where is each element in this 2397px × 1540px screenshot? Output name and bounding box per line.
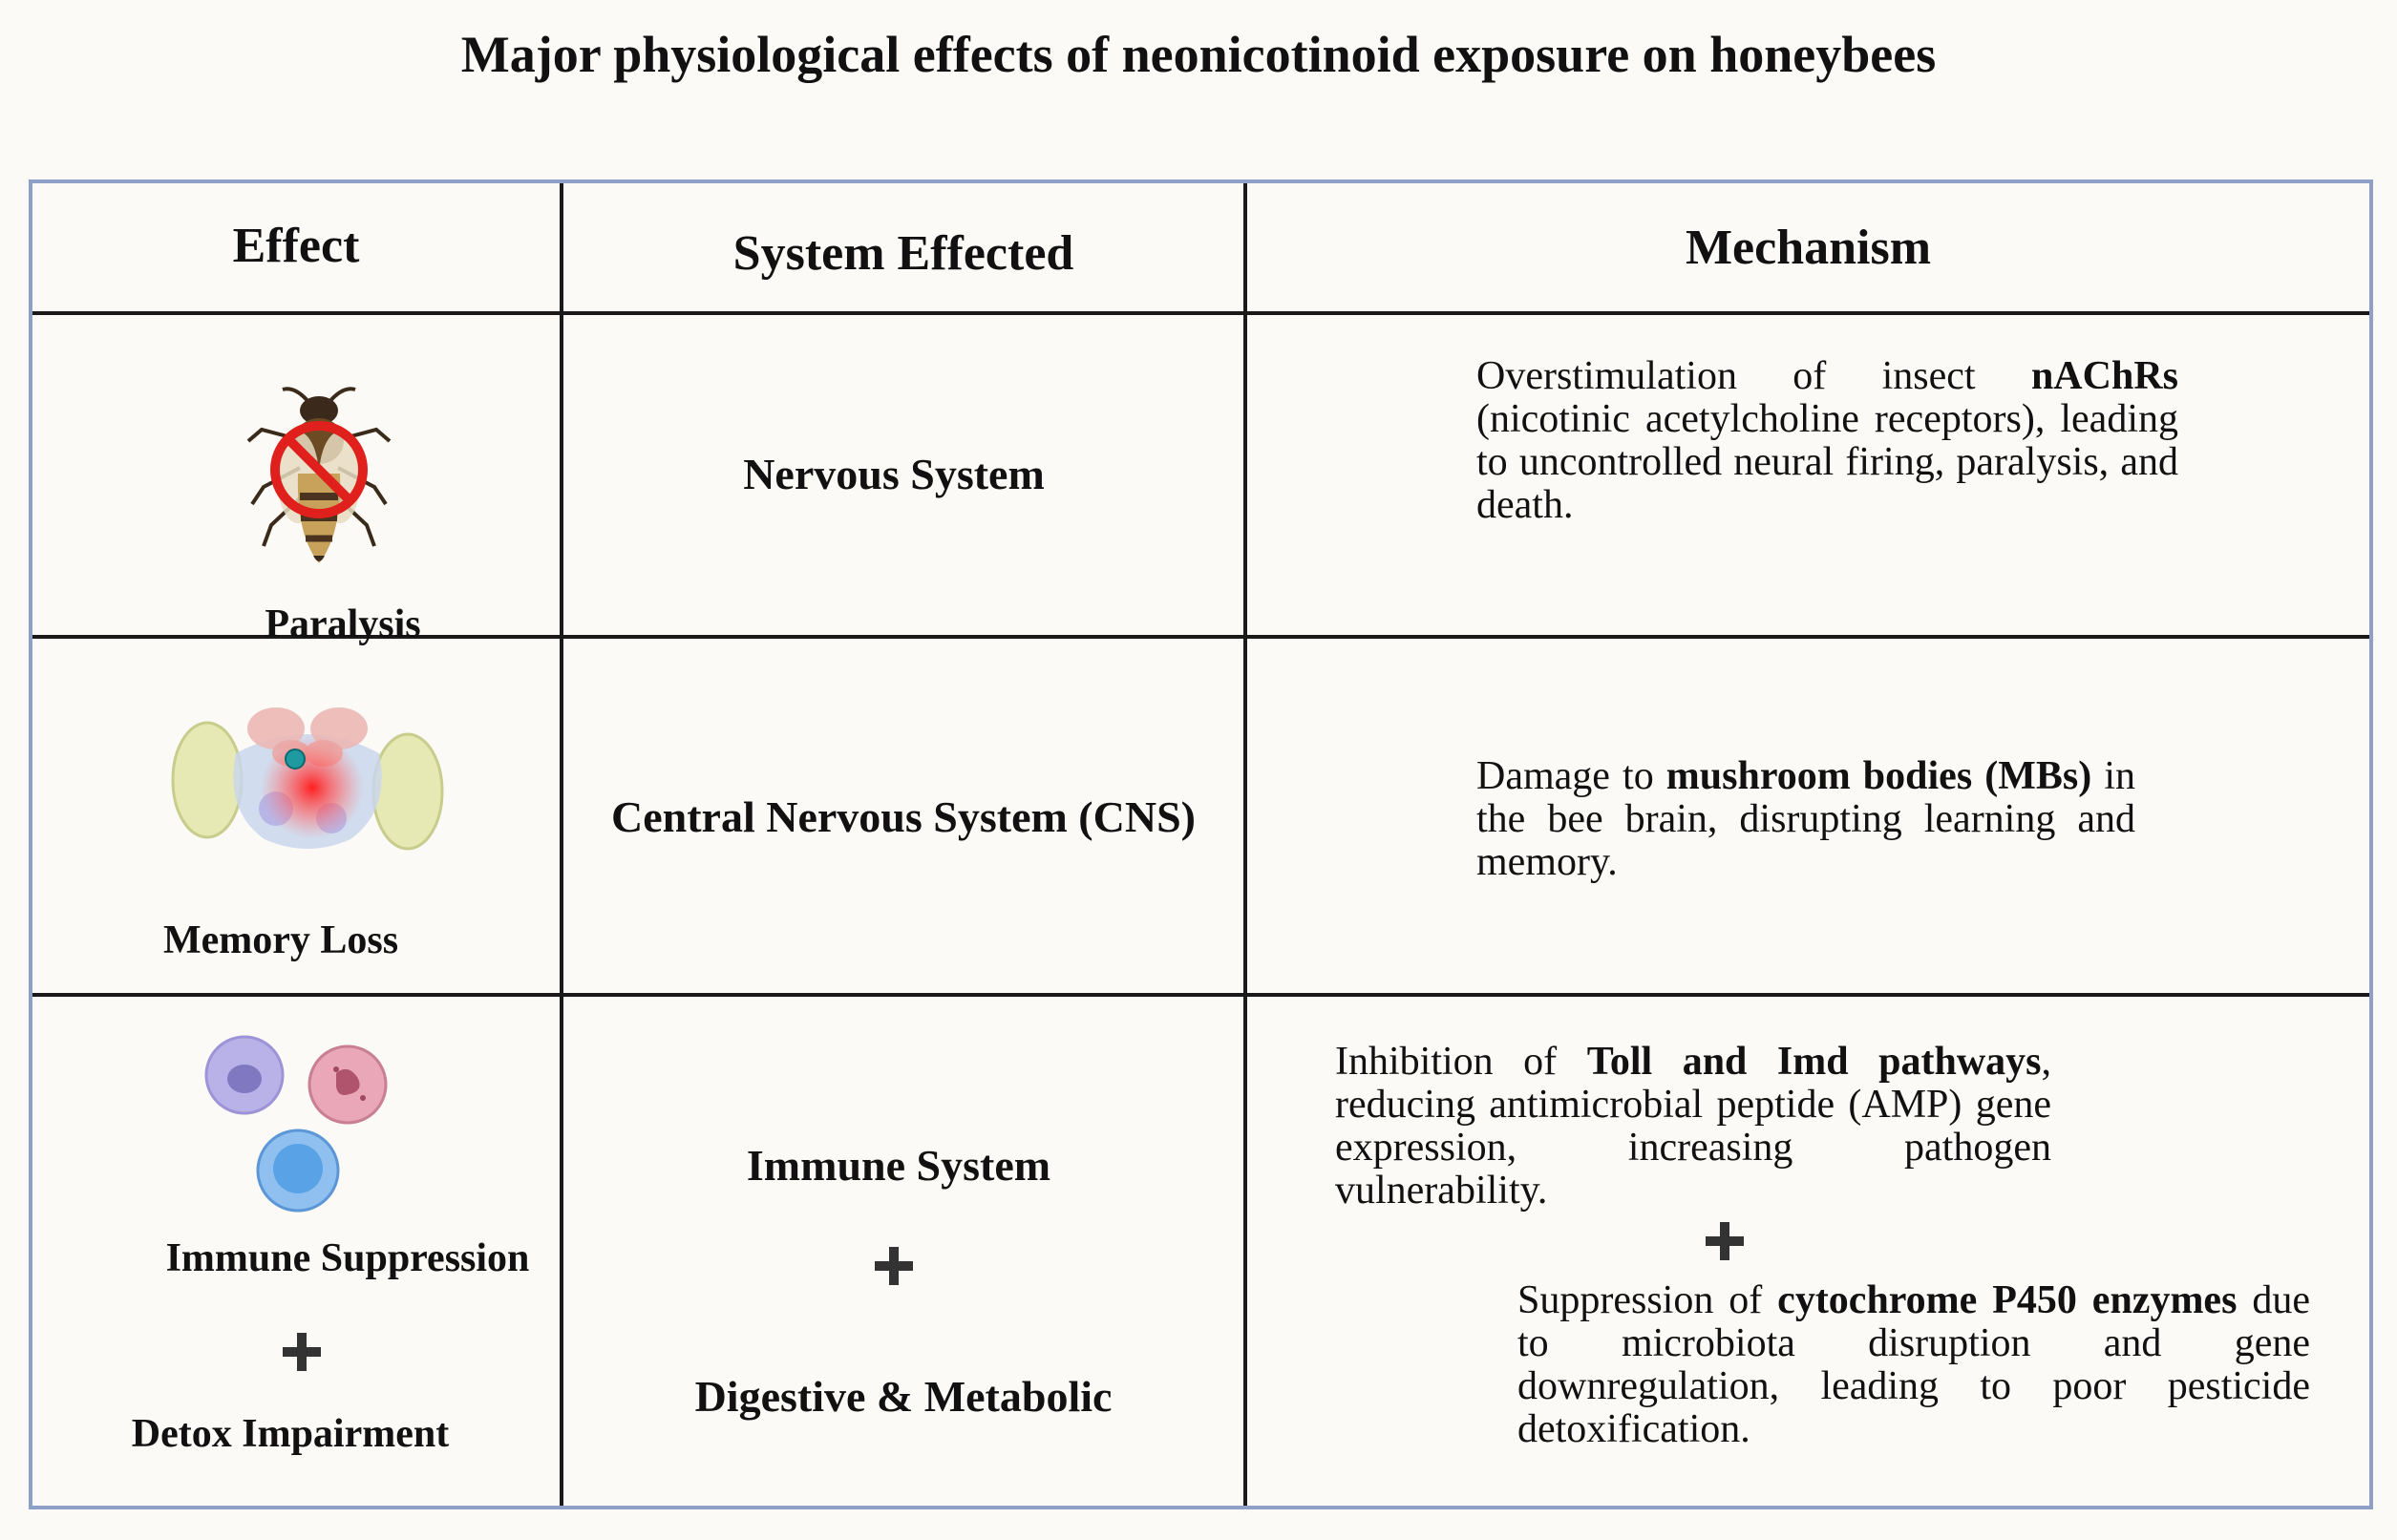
header-mechanism: Mechanism (1685, 221, 1932, 275)
mechanism-paralysis: Overstimulation of insect nAChRs (nicotinic acetylcholine receptors), leading to uncontrolled neural firing, paralysis, and death. (1476, 354, 2178, 527)
mechanism-detox-impairment: Suppression of cytochrome P450 enzymes due to microbiota disruption and gene downregulation, leading to poor pesticide detoxification. (1517, 1278, 2310, 1451)
mechanism-memory-loss: Damage to mushroom bodies (MBs) in the bee brain, disrupting learning and memory. (1476, 754, 2135, 884)
header-mechanism-cell (1247, 183, 2369, 315)
row1-system-cell (563, 315, 1247, 639)
effect-immune-suppression: Immune Suppression (165, 1236, 530, 1280)
crossed-out-bee-icon (243, 382, 395, 573)
row1-mechanism-cell (1247, 315, 2369, 639)
immune-cells-icon (204, 1035, 414, 1226)
mechanism-immune-suppression: Inhibition of Toll and Imd pathways, reducing antimicrobial peptide (AMP) gene expression, increasing pathogen vulnerability. (1335, 1040, 2052, 1213)
system-nervous: Nervous System (743, 450, 1045, 498)
row2-mechanism-cell (1247, 639, 2369, 997)
diagram-title: Major physiological effects of neonicotinoid exposure on honeybees (460, 26, 1937, 83)
effect-paralysis: Paralysis (265, 602, 421, 646)
effects-table (29, 179, 2373, 1509)
bee-brain-icon (169, 696, 446, 858)
plus-icon (875, 1247, 913, 1285)
row2-system-cell (563, 639, 1247, 997)
system-immune: Immune System (746, 1141, 1051, 1190)
effect-memory-loss: Memory Loss (162, 918, 399, 962)
plus-icon (1706, 1222, 1744, 1260)
header-effect-cell (32, 183, 563, 315)
system-cns: Central Nervous System (CNS) (611, 792, 1196, 841)
plus-icon (283, 1333, 321, 1371)
row3-mechanism-cell (1247, 997, 2369, 1506)
row1-effect-cell (32, 315, 563, 646)
header-system: System Effected (732, 226, 1074, 281)
row3-effect-cell (32, 997, 563, 1506)
effect-detox-impairment: Detox Impairment (131, 1412, 450, 1456)
header-effect: Effect (232, 219, 360, 273)
row3-system-cell (563, 997, 1247, 1506)
row2-effect-cell (32, 639, 563, 997)
header-system-cell (563, 183, 1247, 315)
system-digestive-metabolic: Digestive & Metabolic (694, 1372, 1113, 1421)
